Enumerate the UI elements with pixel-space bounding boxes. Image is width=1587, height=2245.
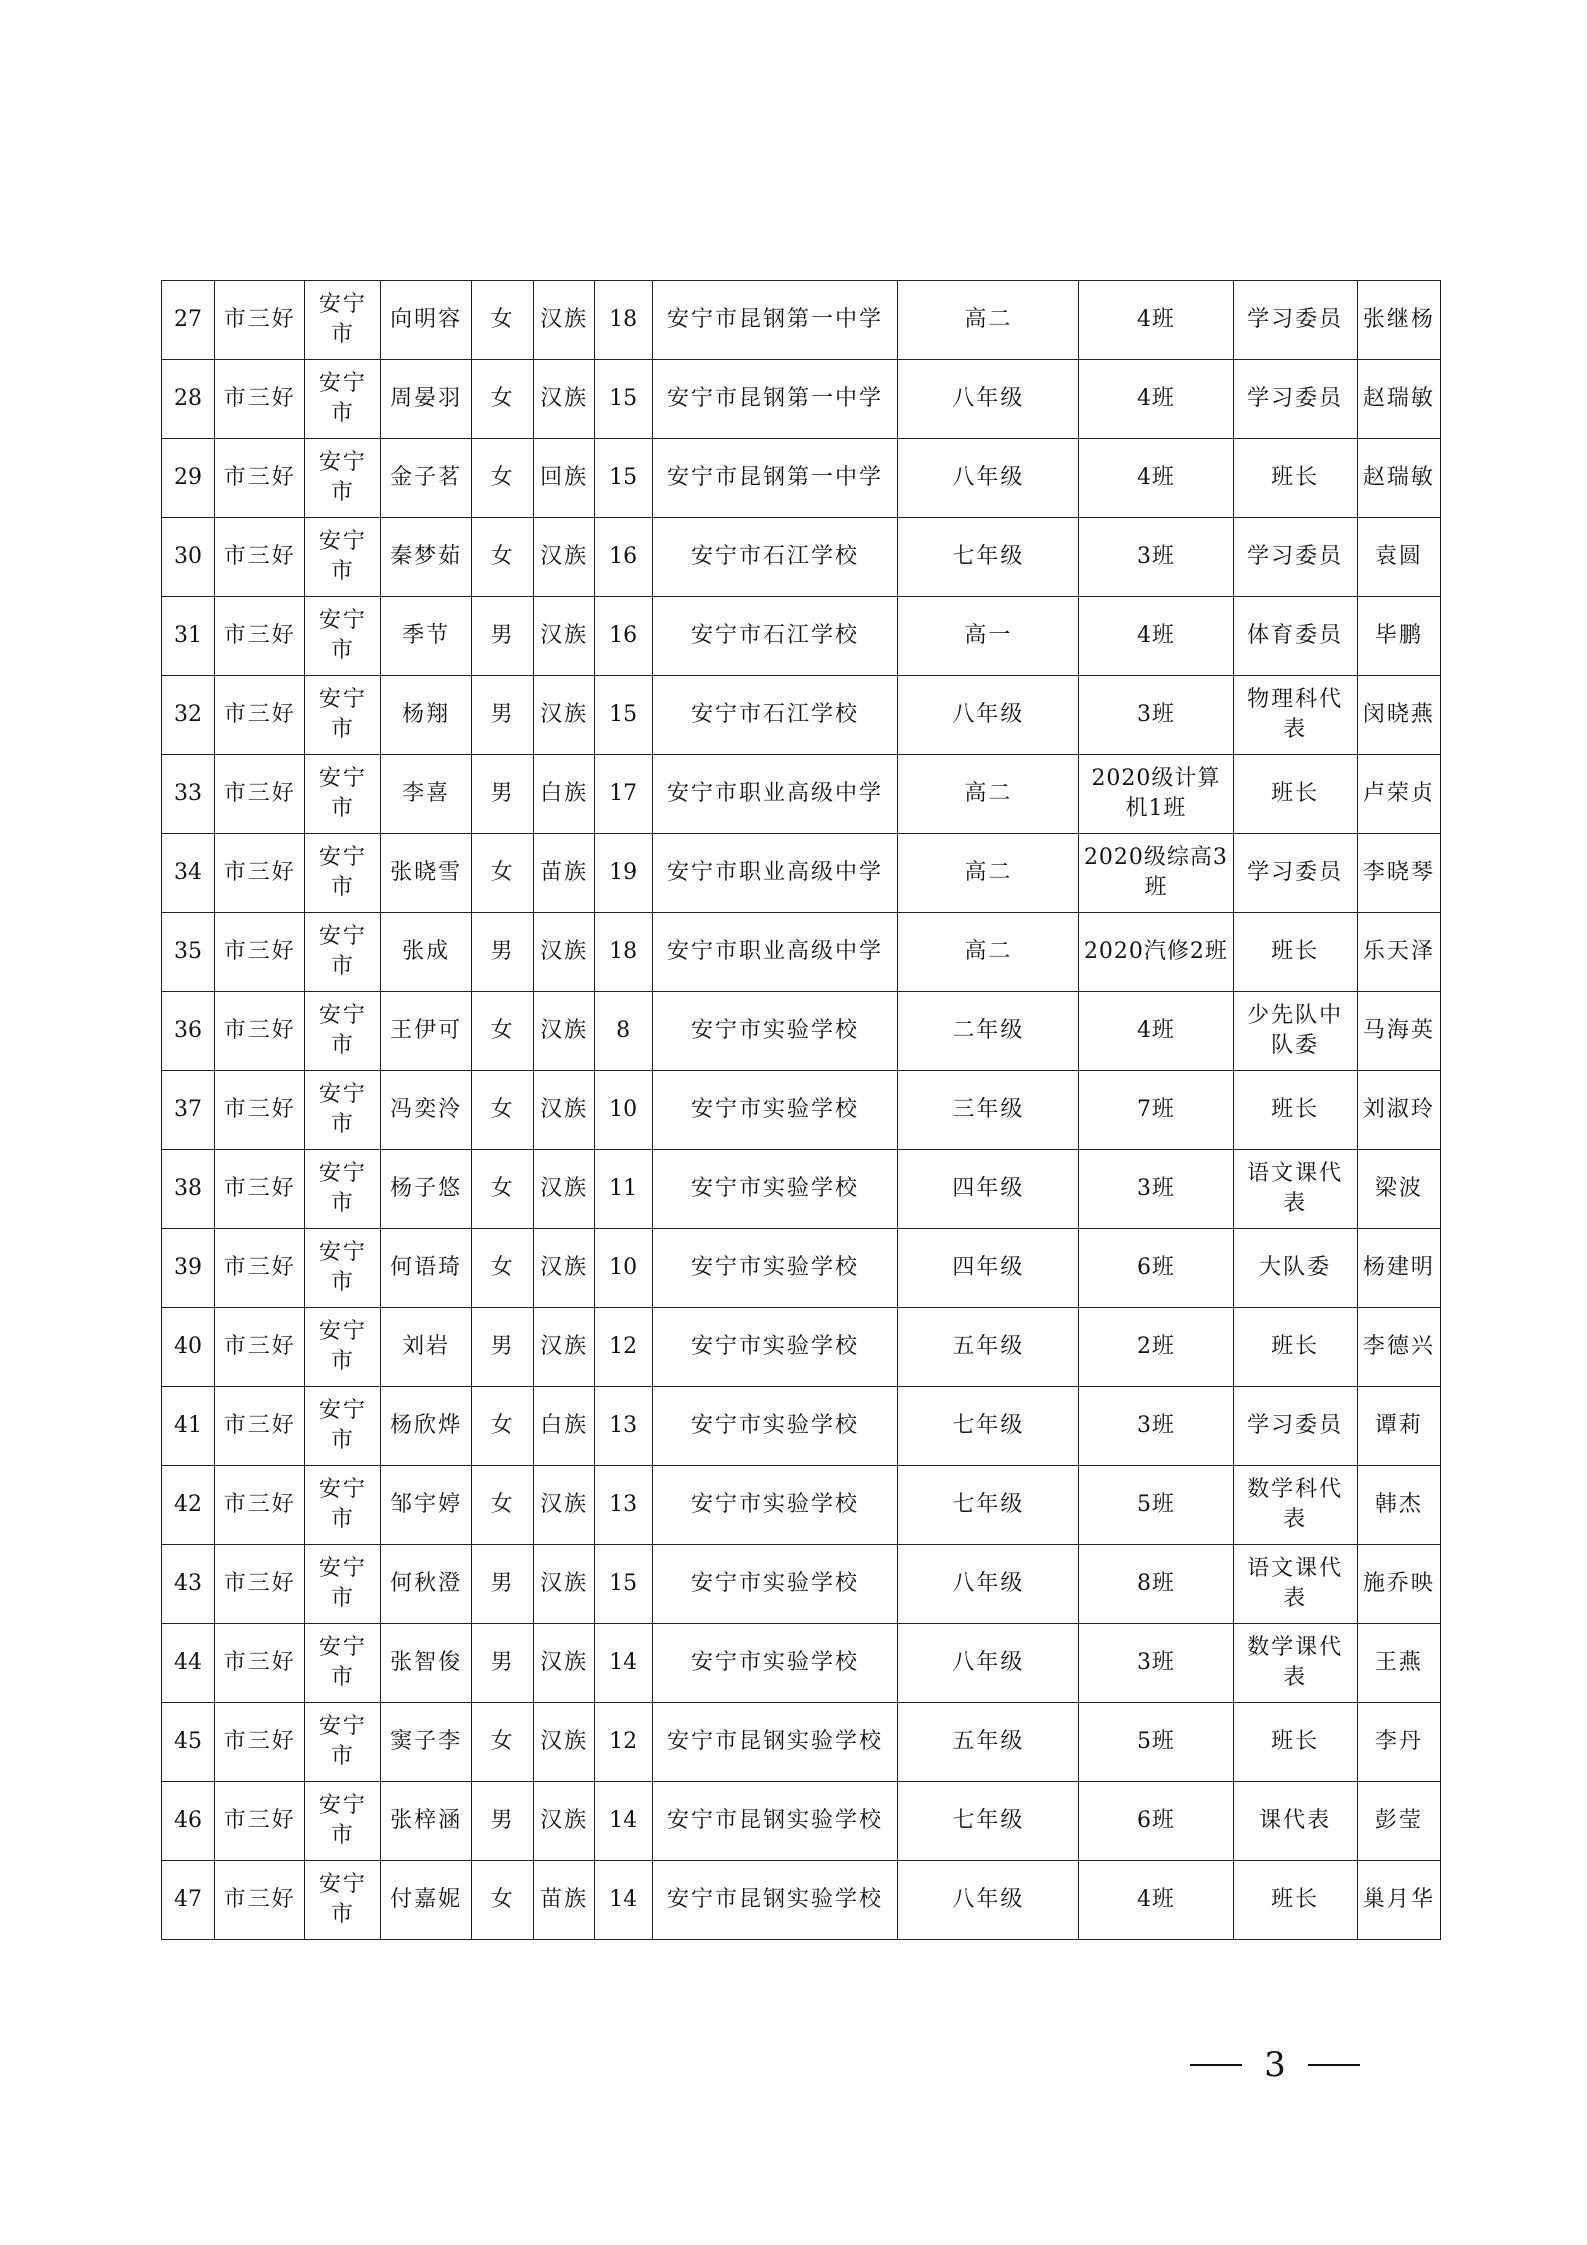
cell-gender: 男: [471, 913, 534, 992]
cell-class: 5班: [1079, 1703, 1233, 1782]
cell-city: 安宁市: [305, 597, 381, 676]
cell-school: 安宁市职业高级中学: [652, 755, 898, 834]
cell-student-name: 向明容: [381, 281, 471, 360]
cell-city: 安宁市: [305, 1229, 381, 1308]
cell-grade: 七年级: [898, 1782, 1079, 1861]
cell-ethnicity: 汉族: [534, 1071, 594, 1150]
cell-city: 安宁市: [305, 1071, 381, 1150]
cell-school: 安宁市昆钢第一中学: [652, 281, 898, 360]
cell-gender: 男: [471, 1308, 534, 1387]
cell-city: 安宁市: [305, 281, 381, 360]
cell-school: 安宁市职业高级中学: [652, 834, 898, 913]
cell-grade: 八年级: [898, 360, 1079, 439]
cell-ethnicity: 汉族: [534, 1703, 594, 1782]
cell-class: 3班: [1079, 1387, 1233, 1466]
cell-gender: 女: [471, 992, 534, 1071]
cell-teacher: 赵瑞敏: [1357, 360, 1440, 439]
cell-ethnicity: 白族: [534, 755, 594, 834]
cell-grade: 八年级: [898, 1861, 1079, 1940]
cell-teacher: 李丹: [1357, 1703, 1440, 1782]
cell-award-type: 市三好: [215, 1150, 305, 1229]
cell-gender: 男: [471, 676, 534, 755]
cell-position: 数学课代表: [1233, 1624, 1357, 1703]
cell-position: 学习委员: [1233, 1387, 1357, 1466]
table-row: [162, 1624, 1441, 1703]
cell-city: 安宁市: [305, 676, 381, 755]
table-row: [162, 834, 1441, 913]
cell-school: 安宁市昆钢第一中学: [652, 439, 898, 518]
cell-grade: 五年级: [898, 1703, 1079, 1782]
cell-age: 14: [594, 1861, 652, 1940]
cell-age: 16: [594, 518, 652, 597]
cell-city: 安宁市: [305, 360, 381, 439]
cell-age: 19: [594, 834, 652, 913]
cell-city: 安宁市: [305, 834, 381, 913]
cell-grade: 高二: [898, 913, 1079, 992]
cell-age: 14: [594, 1624, 652, 1703]
cell-class: 2020级综高3班: [1079, 834, 1233, 913]
cell-gender: 男: [471, 1545, 534, 1624]
cell-student-name: 张智俊: [381, 1624, 471, 1703]
cell-grade: 高二: [898, 755, 1079, 834]
cell-teacher: 刘淑玲: [1357, 1071, 1440, 1150]
cell-school: 安宁市实验学校: [652, 1229, 898, 1308]
table-row: [162, 1150, 1441, 1229]
cell-school: 安宁市实验学校: [652, 1545, 898, 1624]
table-row: [162, 755, 1441, 834]
cell-award-type: 市三好: [215, 1229, 305, 1308]
cell-gender: 女: [471, 360, 534, 439]
cell-city: 安宁市: [305, 1545, 381, 1624]
cell-gender: 男: [471, 1624, 534, 1703]
cell-ethnicity: 回族: [534, 439, 594, 518]
cell-student-name: 秦梦茹: [381, 518, 471, 597]
cell-class: 8班: [1079, 1545, 1233, 1624]
cell-award-type: 市三好: [215, 518, 305, 597]
cell-seq-number: 46: [162, 1782, 215, 1861]
table-row: [162, 1308, 1441, 1387]
cell-age: 11: [594, 1150, 652, 1229]
cell-school: 安宁市石江学校: [652, 597, 898, 676]
cell-student-name: 张晓雪: [381, 834, 471, 913]
cell-age: 15: [594, 676, 652, 755]
cell-age: 10: [594, 1229, 652, 1308]
cell-gender: 男: [471, 755, 534, 834]
cell-seq-number: 41: [162, 1387, 215, 1466]
cell-seq-number: 32: [162, 676, 215, 755]
cell-student-name: 窦子李: [381, 1703, 471, 1782]
table-row: [162, 1229, 1441, 1308]
cell-ethnicity: 汉族: [534, 1229, 594, 1308]
cell-award-type: 市三好: [215, 1545, 305, 1624]
cell-position: 物理科代表: [1233, 676, 1357, 755]
cell-award-type: 市三好: [215, 1782, 305, 1861]
cell-position: 学习委员: [1233, 834, 1357, 913]
cell-position: 语文课代表: [1233, 1150, 1357, 1229]
table-row: [162, 992, 1441, 1071]
table-row: [162, 676, 1441, 755]
cell-school: 安宁市实验学校: [652, 1624, 898, 1703]
cell-city: 安宁市: [305, 1782, 381, 1861]
cell-city: 安宁市: [305, 1387, 381, 1466]
cell-teacher: 李晓琴: [1357, 834, 1440, 913]
cell-school: 安宁市实验学校: [652, 1071, 898, 1150]
cell-seq-number: 35: [162, 913, 215, 992]
cell-position: 班长: [1233, 755, 1357, 834]
cell-teacher: 巢月华: [1357, 1861, 1440, 1940]
cell-ethnicity: 汉族: [534, 1466, 594, 1545]
table-row: [162, 913, 1441, 992]
cell-city: 安宁市: [305, 439, 381, 518]
cell-student-name: 周晏羽: [381, 360, 471, 439]
cell-city: 安宁市: [305, 1861, 381, 1940]
cell-teacher: 赵瑞敏: [1357, 439, 1440, 518]
cell-teacher: 谭莉: [1357, 1387, 1440, 1466]
cell-teacher: 韩杰: [1357, 1466, 1440, 1545]
cell-grade: 七年级: [898, 1387, 1079, 1466]
cell-gender: 女: [471, 439, 534, 518]
cell-gender: 女: [471, 1387, 534, 1466]
cell-school: 安宁市昆钢第一中学: [652, 360, 898, 439]
cell-position: 体育委员: [1233, 597, 1357, 676]
roster-body: [162, 281, 1441, 1940]
cell-teacher: 乐天泽: [1357, 913, 1440, 992]
cell-class: 2020级计算机1班: [1079, 755, 1233, 834]
cell-seq-number: 37: [162, 1071, 215, 1150]
cell-award-type: 市三好: [215, 992, 305, 1071]
table-row: [162, 1071, 1441, 1150]
cell-class: 6班: [1079, 1229, 1233, 1308]
cell-gender: 女: [471, 518, 534, 597]
cell-award-type: 市三好: [215, 1861, 305, 1940]
cell-teacher: 梁波: [1357, 1150, 1440, 1229]
cell-grade: 高二: [898, 281, 1079, 360]
table-row: [162, 281, 1441, 360]
page-footer: [1190, 2040, 1360, 2090]
cell-school: 安宁市实验学校: [652, 992, 898, 1071]
cell-ethnicity: 汉族: [534, 1545, 594, 1624]
table-row: [162, 518, 1441, 597]
table-row: [162, 1782, 1441, 1861]
cell-award-type: 市三好: [215, 1308, 305, 1387]
cell-ethnicity: 苗族: [534, 834, 594, 913]
cell-seq-number: 39: [162, 1229, 215, 1308]
cell-ethnicity: 苗族: [534, 1861, 594, 1940]
cell-student-name: 杨翔: [381, 676, 471, 755]
cell-award-type: 市三好: [215, 597, 305, 676]
cell-age: 15: [594, 360, 652, 439]
cell-award-type: 市三好: [215, 676, 305, 755]
cell-seq-number: 36: [162, 992, 215, 1071]
cell-ethnicity: 汉族: [534, 1150, 594, 1229]
cell-award-type: 市三好: [215, 755, 305, 834]
cell-age: 10: [594, 1071, 652, 1150]
cell-age: 17: [594, 755, 652, 834]
cell-position: 数学科代表: [1233, 1466, 1357, 1545]
cell-seq-number: 30: [162, 518, 215, 597]
cell-age: 13: [594, 1466, 652, 1545]
cell-teacher: 闵晓燕: [1357, 676, 1440, 755]
cell-seq-number: 31: [162, 597, 215, 676]
cell-seq-number: 44: [162, 1624, 215, 1703]
cell-position: 班长: [1233, 1703, 1357, 1782]
cell-teacher: 张继杨: [1357, 281, 1440, 360]
cell-city: 安宁市: [305, 755, 381, 834]
cell-gender: 女: [471, 1229, 534, 1308]
cell-student-name: 刘岩: [381, 1308, 471, 1387]
cell-age: 8: [594, 992, 652, 1071]
cell-ethnicity: 汉族: [534, 360, 594, 439]
cell-class: 5班: [1079, 1466, 1233, 1545]
cell-gender: 女: [471, 1466, 534, 1545]
cell-gender: 男: [471, 597, 534, 676]
cell-teacher: 毕鹏: [1357, 597, 1440, 676]
roster-table: [161, 280, 1441, 1940]
table-row: [162, 1861, 1441, 1940]
cell-teacher: 李德兴: [1357, 1308, 1440, 1387]
cell-student-name: 张梓涵: [381, 1782, 471, 1861]
cell-age: 15: [594, 1545, 652, 1624]
cell-seq-number: 45: [162, 1703, 215, 1782]
cell-student-name: 邹宇婷: [381, 1466, 471, 1545]
cell-gender: 女: [471, 281, 534, 360]
cell-class: 4班: [1079, 281, 1233, 360]
cell-award-type: 市三好: [215, 913, 305, 992]
cell-school: 安宁市实验学校: [652, 1466, 898, 1545]
table-row: [162, 360, 1441, 439]
table-row: [162, 439, 1441, 518]
cell-ethnicity: 汉族: [534, 913, 594, 992]
cell-seq-number: 34: [162, 834, 215, 913]
cell-seq-number: 28: [162, 360, 215, 439]
cell-class: 4班: [1079, 360, 1233, 439]
table-row: [162, 1703, 1441, 1782]
cell-student-name: 何秋澄: [381, 1545, 471, 1624]
cell-school: 安宁市石江学校: [652, 676, 898, 755]
cell-ethnicity: 汉族: [534, 1308, 594, 1387]
cell-gender: 女: [471, 1150, 534, 1229]
cell-award-type: 市三好: [215, 439, 305, 518]
cell-grade: 高一: [898, 597, 1079, 676]
cell-age: 12: [594, 1703, 652, 1782]
cell-ethnicity: 汉族: [534, 992, 594, 1071]
cell-position: 班长: [1233, 439, 1357, 518]
cell-age: 16: [594, 597, 652, 676]
cell-class: 4班: [1079, 439, 1233, 518]
table-row: [162, 1466, 1441, 1545]
cell-school: 安宁市实验学校: [652, 1150, 898, 1229]
cell-grade: 四年级: [898, 1229, 1079, 1308]
cell-seq-number: 40: [162, 1308, 215, 1387]
cell-ethnicity: 汉族: [534, 597, 594, 676]
cell-position: 少先队中队委: [1233, 992, 1357, 1071]
cell-age: 14: [594, 1782, 652, 1861]
cell-city: 安宁市: [305, 1466, 381, 1545]
cell-school: 安宁市昆钢实验学校: [652, 1782, 898, 1861]
cell-grade: 四年级: [898, 1150, 1079, 1229]
cell-student-name: 杨欣烨: [381, 1387, 471, 1466]
cell-class: 4班: [1079, 992, 1233, 1071]
cell-student-name: 何语琦: [381, 1229, 471, 1308]
cell-position: 学习委员: [1233, 360, 1357, 439]
cell-city: 安宁市: [305, 1624, 381, 1703]
cell-class: 4班: [1079, 597, 1233, 676]
cell-gender: 男: [471, 1782, 534, 1861]
cell-class: 2020汽修2班: [1079, 913, 1233, 992]
cell-student-name: 冯奕泠: [381, 1071, 471, 1150]
cell-seq-number: 33: [162, 755, 215, 834]
cell-gender: 女: [471, 1071, 534, 1150]
cell-ethnicity: 白族: [534, 1387, 594, 1466]
cell-position: 班长: [1233, 1861, 1357, 1940]
cell-seq-number: 38: [162, 1150, 215, 1229]
cell-grade: 五年级: [898, 1308, 1079, 1387]
cell-school: 安宁市昆钢实验学校: [652, 1703, 898, 1782]
cell-grade: 二年级: [898, 992, 1079, 1071]
cell-class: 7班: [1079, 1071, 1233, 1150]
cell-award-type: 市三好: [215, 1466, 305, 1545]
cell-school: 安宁市职业高级中学: [652, 913, 898, 992]
cell-position: 学习委员: [1233, 281, 1357, 360]
cell-student-name: 张成: [381, 913, 471, 992]
cell-student-name: 李喜: [381, 755, 471, 834]
cell-teacher: 彭莹: [1357, 1782, 1440, 1861]
table-row: [162, 1387, 1441, 1466]
cell-position: 学习委员: [1233, 518, 1357, 597]
cell-class: 2班: [1079, 1308, 1233, 1387]
cell-position: 课代表: [1233, 1782, 1357, 1861]
cell-teacher: 袁圆: [1357, 518, 1440, 597]
cell-class: 3班: [1079, 676, 1233, 755]
cell-position: 班长: [1233, 913, 1357, 992]
cell-grade: 三年级: [898, 1071, 1079, 1150]
cell-grade: 八年级: [898, 439, 1079, 518]
cell-grade: 八年级: [898, 1545, 1079, 1624]
cell-grade: 八年级: [898, 1624, 1079, 1703]
cell-class: 3班: [1079, 518, 1233, 597]
cell-student-name: 金子茗: [381, 439, 471, 518]
footer-dash-right: [1308, 2064, 1360, 2066]
cell-teacher: 施乔映: [1357, 1545, 1440, 1624]
cell-city: 安宁市: [305, 992, 381, 1071]
cell-school: 安宁市石江学校: [652, 518, 898, 597]
cell-city: 安宁市: [305, 1150, 381, 1229]
cell-award-type: 市三好: [215, 360, 305, 439]
footer-dash-left: [1190, 2064, 1242, 2066]
cell-student-name: 付嘉妮: [381, 1861, 471, 1940]
cell-gender: 女: [471, 1703, 534, 1782]
cell-teacher: 杨建明: [1357, 1229, 1440, 1308]
cell-award-type: 市三好: [215, 1387, 305, 1466]
cell-ethnicity: 汉族: [534, 1624, 594, 1703]
cell-position: 班长: [1233, 1308, 1357, 1387]
cell-student-name: 杨子悠: [381, 1150, 471, 1229]
cell-student-name: 季节: [381, 597, 471, 676]
cell-seq-number: 43: [162, 1545, 215, 1624]
cell-age: 12: [594, 1308, 652, 1387]
cell-gender: 女: [471, 834, 534, 913]
cell-teacher: 卢荣贞: [1357, 755, 1440, 834]
cell-school: 安宁市实验学校: [652, 1387, 898, 1466]
cell-ethnicity: 汉族: [534, 676, 594, 755]
cell-city: 安宁市: [305, 1703, 381, 1782]
cell-seq-number: 47: [162, 1861, 215, 1940]
cell-class: 3班: [1079, 1624, 1233, 1703]
table-row: [162, 1545, 1441, 1624]
cell-position: 班长: [1233, 1071, 1357, 1150]
cell-city: 安宁市: [305, 1308, 381, 1387]
cell-class: 3班: [1079, 1150, 1233, 1229]
cell-ethnicity: 汉族: [534, 1782, 594, 1861]
cell-award-type: 市三好: [215, 1624, 305, 1703]
cell-class: 6班: [1079, 1782, 1233, 1861]
cell-student-name: 王伊可: [381, 992, 471, 1071]
table-row: [162, 597, 1441, 676]
cell-grade: 高二: [898, 834, 1079, 913]
cell-age: 13: [594, 1387, 652, 1466]
cell-class: 4班: [1079, 1861, 1233, 1940]
cell-grade: 七年级: [898, 518, 1079, 597]
cell-age: 15: [594, 439, 652, 518]
page-number: 3: [1264, 2045, 1286, 2085]
cell-gender: 女: [471, 1861, 534, 1940]
cell-grade: 七年级: [898, 1466, 1079, 1545]
cell-position: 语文课代表: [1233, 1545, 1357, 1624]
cell-award-type: 市三好: [215, 1703, 305, 1782]
cell-grade: 八年级: [898, 676, 1079, 755]
cell-teacher: 王燕: [1357, 1624, 1440, 1703]
cell-seq-number: 42: [162, 1466, 215, 1545]
cell-city: 安宁市: [305, 518, 381, 597]
cell-age: 18: [594, 913, 652, 992]
cell-award-type: 市三好: [215, 1071, 305, 1150]
cell-city: 安宁市: [305, 913, 381, 992]
cell-ethnicity: 汉族: [534, 518, 594, 597]
cell-teacher: 马海英: [1357, 992, 1440, 1071]
cell-award-type: 市三好: [215, 834, 305, 913]
cell-seq-number: 27: [162, 281, 215, 360]
cell-school: 安宁市实验学校: [652, 1308, 898, 1387]
cell-age: 18: [594, 281, 652, 360]
cell-seq-number: 29: [162, 439, 215, 518]
cell-award-type: 市三好: [215, 281, 305, 360]
cell-position: 大队委: [1233, 1229, 1357, 1308]
cell-ethnicity: 汉族: [534, 281, 594, 360]
cell-school: 安宁市昆钢实验学校: [652, 1861, 898, 1940]
